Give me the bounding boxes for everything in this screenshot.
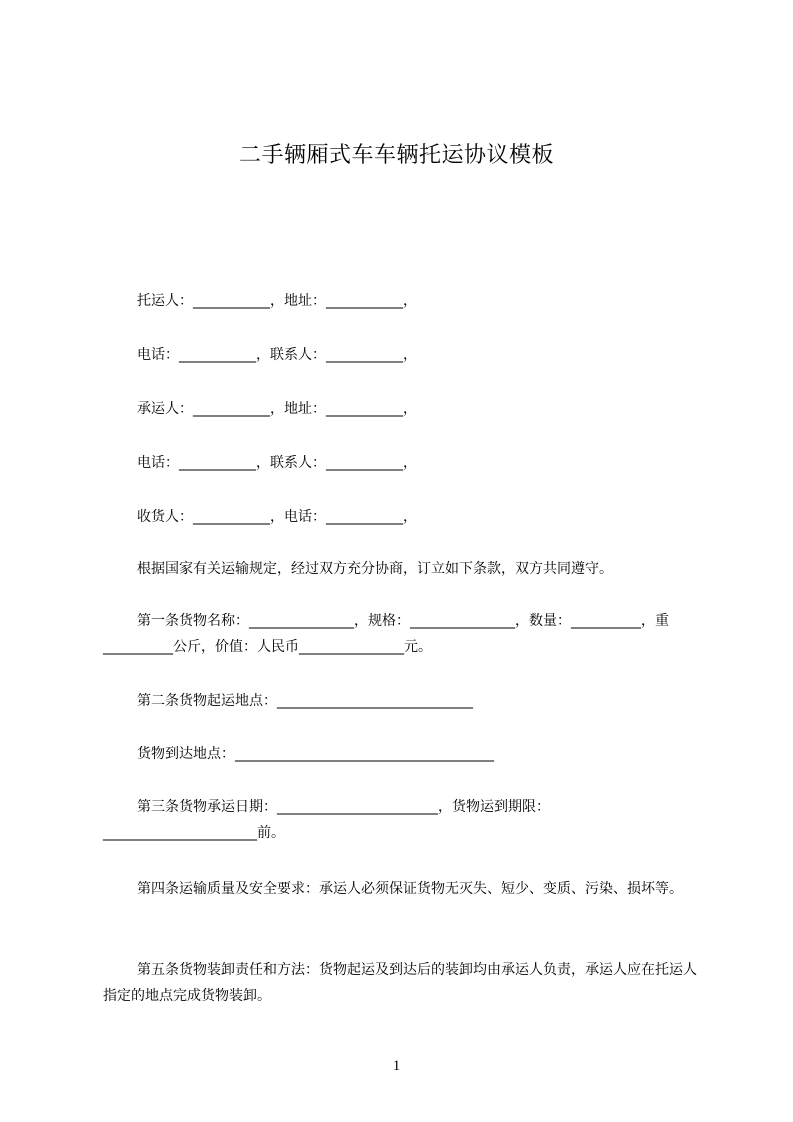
article-1: 第一条货物名称：_______________，规格：_______________，数量：__________，重__________公斤，价值：人民币_______________元。 bbox=[103, 613, 669, 655]
document-title: 二手辆厢式车车辆托运协议模板 bbox=[238, 143, 554, 168]
article-4: 第四条运输质量及安全要求：承运人必须保证货物无灭失、短少、变质、污染、损坏等。 bbox=[137, 881, 683, 897]
shipper-phone-line: 电话：___________，联系人：___________， bbox=[137, 347, 417, 363]
shipper-line: 托运人：___________，地址：___________， bbox=[137, 293, 417, 309]
article-3: 第三条货物承运日期：_______________________，货物运到期限：______________________前。 bbox=[103, 799, 550, 841]
carrier-phone-line: 电话：___________，联系人：___________， bbox=[137, 455, 417, 471]
article-2-origin: 第二条货物起运地点：____________________________ bbox=[137, 693, 473, 709]
page-number: 1 bbox=[392, 1058, 401, 1074]
article-5: 第五条货物装卸责任和方法：货物起运及到达后的装卸均由承运人负责，承运人应在托运人指定的地点完成货物装卸。 bbox=[103, 962, 697, 1004]
article-2-destination: 货物到达地点：_____________________________________ bbox=[137, 746, 494, 762]
consignee-line: 收货人：___________，电话：___________， bbox=[137, 509, 417, 525]
intro-line: 根据国家有关运输规定，经过双方充分协商，订立如下条款，双方共同遵守。 bbox=[137, 561, 613, 577]
carrier-line: 承运人：___________，地址：___________， bbox=[137, 401, 417, 417]
